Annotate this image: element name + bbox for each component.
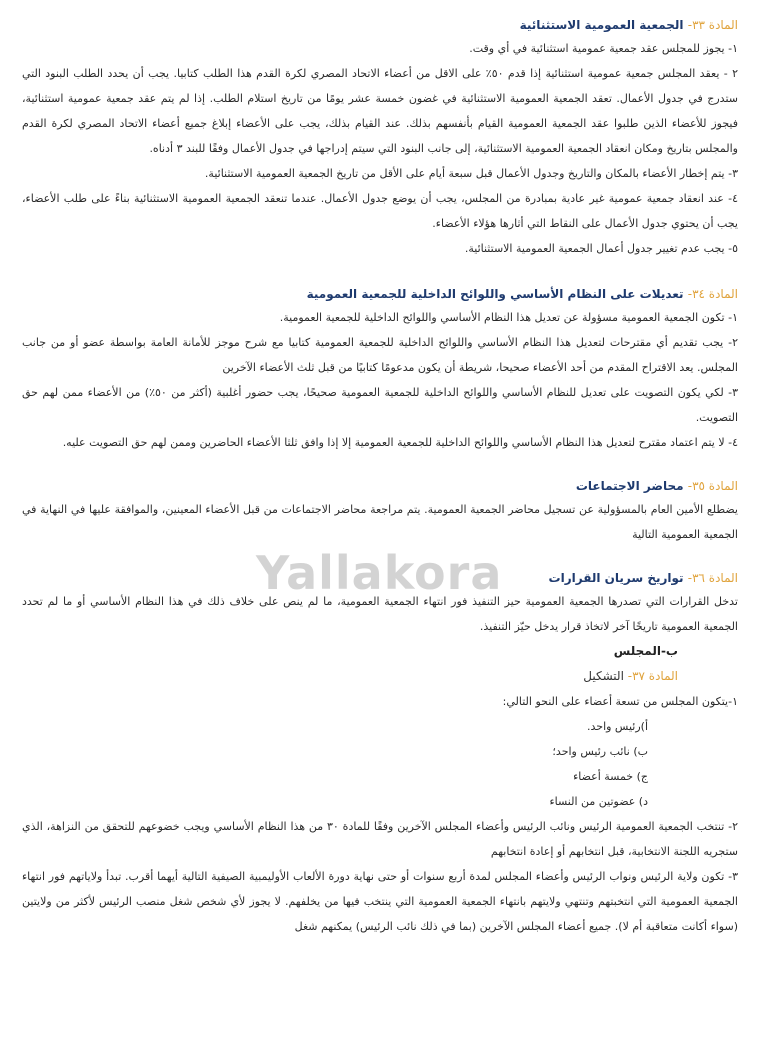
article-paragraph: ٤- لا يتم اعتماد مقترح لتعديل هذا النظام الأساسي واللوائح الداخلية للجمعية العمومية إلا إذا وافق ثلثا الأعضاء الحاضرين وممن لهم حق التصويت عليه. [62,436,738,449]
article-heading [22,283,738,305]
article-paragraph: يضطلع الأمين العام بالمسؤولية عن تسجيل محاضر الجمعية العمومية. يتم مراجعة محاضر الاجتماعات من قبل الأعضاء المعينين، والموافقة عليها في النهاية في الجمعية العمومية التالية [22,503,738,541]
article-number: المادة ٣٣- [687,18,738,32]
article-number: المادة ٣٧- [627,669,678,683]
article-33 [22,14,738,261]
article-heading [22,475,738,497]
article-paragraph: ٣- يتم إخطار الأعضاء بالمكان والتاريخ وجدول الأعمال قبل سبعة أيام على الأقل من تاريخ الجمعية العمومية الاستثنائية. [204,167,738,180]
article-paragraph: ٢- تنتخب الجمعية العمومية الرئيس ونائب الرئيس وأعضاء المجلس الآخرين وفقًا للمادة ٣٠ من هذا النظام الأساسي ويجب خضوعهم للتحقق من النزاهة، الذي ستجريه اللجنة الانتخابية، قبل انتخابهم أو إعادة انتخابهم [22,820,738,858]
article-35 [22,475,738,547]
article-paragraph: تدخل القرارات التي تصدرها الجمعية العمومية حيز التنفيذ فور انتهاء الجمعية العمومية، ما لم ينص على خلاف ذلك في هذا النظام الأساسي أو ما لم تحدد الجمعية العمومية تاريخًا آخر لاتخاذ قرار يدخل حيّز التنفيذ. [22,595,738,633]
article-heading [22,14,738,36]
article-paragraph: ١- يجوز للمجلس عقد جمعية عمومية استثنائية في أي وقت. [469,42,738,55]
article-number: المادة ٣٤- [687,287,738,301]
section-heading: ب-المجلس [613,644,678,658]
list-item: ب) نائب رئيس واحد؛ [552,745,648,758]
article-paragraph: ٢- يجب تقديم أي مقترحات لتعديل هذا النظام الأساسي واللوائح الداخلية للجمعية العمومية كتابيا مع شرح موجز للأمانة العامة بواسطة عضو أو من جانب المجلس. يعد الاقتراح المقدم من أحد الأعضاء صحيحا، شريطة أن يكون مدعومًا كتابيًا من قبل ثلث الأعضاء الآخرين [22,336,738,374]
article-paragraph: ١-يتكون المجلس من تسعة أعضاء على النحو التالي: [502,695,738,708]
list-item: ج) خمسة أعضاء [573,770,648,783]
article-paragraph: ١- تكون الجمعية العمومية مسؤولة عن تعديل هذا النظام الأساسي واللوائح الداخلية للجمعية العمومية. [279,311,738,324]
article-title: الجمعية العمومية الاستثنائية [519,18,684,32]
list-item: د) عضوتين من النساء [549,795,648,808]
list-item: أ)رئيس واحد. [587,720,648,733]
section-council [22,639,738,939]
article-number: المادة ٣٦- [687,571,738,585]
article-title: تعديلات على النظام الأساسي واللوائح الداخلية للجمعية العمومية [306,287,684,301]
article-title: محاضر الاجتماعات [575,479,684,493]
article-heading [22,567,738,589]
article-title: التشكيل [583,669,624,683]
article-36 [22,567,738,639]
article-paragraph: ٥- يجب عدم تغيير جدول أعمال الجمعية العمومية الاستثنائية. [464,242,738,255]
article-34 [22,283,738,455]
article-paragraph: ٢ - يعقد المجلس جمعية عمومية استثنائية إذا قدم ٥٠٪ على الاقل من أعضاء الاتحاد المصري لكرة القدم هذا الطلب كتابيا. يجب أن يحدد الطلب البنود التي ستدرج في جدول الأعمال. تعقد الجمعية العمومية الاستثنائية في غضون خمسة عشر يومًا من تاريخ استلام الطلب. إذا لم يتم عقد جمعية عمومية استثنائية، فيجوز للأعضاء الذين طلبوا عقد الجمعية العمومية القيام بأنفسهم بذلك. عند القيام بذلك، يجب على الأعضاء إبلاغ جميع أعضاء الاتحاد المصري لكرة القدم والمجلس بتاريخ ومكان انعقاد الجمعية العمومية الاستثنائية، إلى جانب البنود التي سيتم إدراجها في جدول الأعمال وفقًا للبند ٣ أدناه. [22,67,738,155]
article-paragraph: ٤- عند انعقاد جمعية عمومية غير عادية بمبادرة من المجلس، يجب أن يوضع جدول الأعمال. عندما تنعقد الجمعية العمومية الاستثنائية بناءً على طلب الأعضاء، يجب أن يحتوي جدول الأعمال على النقاط التي أثارها هؤلاء الأعضاء. [22,192,738,230]
article-paragraph: ٣- لكي يكون التصويت على تعديل للنظام الأساسي واللوائح الداخلية للجمعية العمومية صحيحًا، يجب حضور أغلبية (أكثر من ٥٠٪) من الأعضاء ممن لهم حق التصويت. [22,386,739,424]
document-body [22,14,738,939]
article-heading [22,664,738,689]
article-title: تواريخ سريان القرارات [548,571,684,585]
watermark-logo: Yallakora [256,546,503,600]
article-number: المادة ٣٥- [687,479,738,493]
article-paragraph: ٣- تكون ولاية الرئيس ونواب الرئيس وأعضاء المجلس لمدة أربع سنوات أو حتى نهاية دورة الألعاب الأوليمبية الصيفية التالية أيهما أقرب. تبدأ ولاياتهم فور انتهاء الجمعية العمومية التي انتخبتهم وتنتهي ولايتهم بانتهاء الجمعية العمومية التي ينتخب فيها من يخلفهم. لا يجوز لأي شخص شغل منصب الرئيس لأكثر من ولايتين (سواء أكانت متعاقبة أم لا). جميع أعضاء المجلس الآخرين (بما في ذلك نائب الرئيس) يمكنهم شغل [22,870,738,933]
